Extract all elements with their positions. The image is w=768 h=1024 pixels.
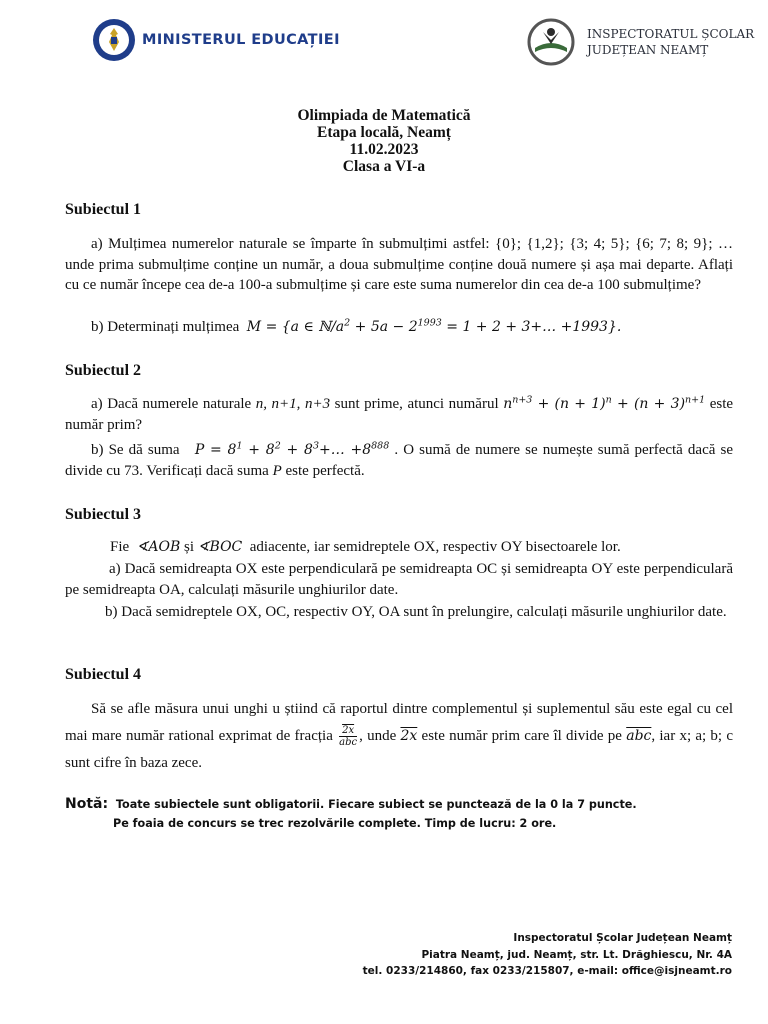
note-line2: Pe foaia de concurs se trec rezolvările complete. Timp de lucru: 2 ore. (113, 817, 557, 830)
inspectorate-line1: INSPECTORATUL ȘCOLAR (587, 27, 755, 41)
title-line3: 11.02.2023 (349, 141, 419, 158)
ministry-header (92, 18, 340, 62)
subject1-a: a) Mulțimea numerelor naturale se împarte în submulțimi astfel: {0}; {1,2}; {3; 4; 5}; {6; 7; 8; 9}; … unde prima submulțime conține un număr, a doua submulțime conține două numere și așa mai departe. Aflați cu ce număr începe cea de-a 100-a submulțime și care este suma numerelor din cea de-a 100 submulțime? (65, 236, 733, 293)
subject2-expression: $n^{n+3} + (n + 1)^n + (n + 3)^{n+1}$ (503, 394, 706, 412)
title-line2: Etapa locală, Neamț (317, 124, 451, 141)
footer-address (363, 930, 732, 980)
subject3-heading: Subiectul 3 (65, 506, 142, 523)
subject1-set-formula: M = {a ∈ $ℕ/a^2 + 5a - 2^{1993} = 1 + 2$ + 3+… +1993}. (246, 317, 622, 335)
subject3-intro: Fie ∢AOB și ∢BOC adiacente, iar semidreptele OX, respectiv OY bisectoarele lor. (110, 539, 621, 555)
inspectorate-logo-icon (521, 18, 581, 66)
title-line1: Olimpiada de Matematică (297, 107, 471, 124)
footer-line1: Inspectoratul Școlar Județean Neamț (513, 932, 732, 944)
footer-line2: Piatra Neamț, jud. Neamț, str. Lt. Drăghiescu, Nr. 4A (421, 948, 732, 961)
subject2-a: a) Dacă numerele naturale n, n+1, n+3 sunt prime, atunci numărul $n^{n+3} + (n + 1)^n + (n + 3)^{n+1}$ este număr prim? (65, 394, 734, 433)
ministry-name: MINISTERUL EDUCAȚIEI (142, 32, 340, 48)
government-seal-icon (92, 18, 136, 62)
note (65, 795, 637, 833)
fraction: $\frac{2x}{\text{abc}}$ (339, 725, 358, 749)
subject1-heading: Subiectul 1 (65, 201, 142, 218)
inspectorate-line2: JUDEȚEAN NEAMȚ (587, 43, 709, 57)
subject3-a: a) Dacă semidreapta OX este perpendiculară pe semidreapta OC și semidreapta OY este perpendiculară pe semidreapta OA, calculați măsurile unghiurilor date. (65, 561, 733, 598)
footer-line3: tel. 0233/214860, fax 0233/215807, e-mail: office@isjneamt.ro (362, 965, 732, 977)
document-title (0, 107, 768, 175)
title-line4: Clasa a VI-a (342, 158, 426, 175)
subject3-b: b) Dacă semidreptele OX, OC, respectiv OY, OA sunt în prelungire, calculați măsurile unghiurilor date. (105, 604, 727, 620)
subject1-b: b) Determinați mulțimea M = {a ∈ $ℕ/a^2 + 5a - 2^{1993} = 1 + 2$ + 3+… +1993}. (91, 317, 622, 335)
note-line1: Toate subiectele sunt obligatorii. Fiecare subiect se punctează de la 0 la 7 puncte. (115, 798, 637, 811)
inspectorate-header (521, 18, 754, 66)
subject4-heading: Subiectul 4 (65, 666, 142, 683)
subject2-sum-formula: $P = 8^1 + 8^2$ + $8^3+\dots +8^{888}$ (194, 440, 390, 458)
subject2-b: b) Se dă suma $P = 8^1 + 8^2$ + $8^3+\dots +8^{888}$ . O sumă de numere se numește sumă perfectă dacă se divide cu 73. Verificați dacă suma P este perfectă. (65, 440, 733, 479)
subject2-heading: Subiectul 2 (65, 362, 142, 379)
note-label: Notă: (65, 796, 109, 812)
subject4-text: Să se afle măsura unui unghi u știind că raportul dintre complementul și suplementul său este egal cu cel mai mare număr rational exprimat de fracția $\frac{2x}{\text{abc}}$ , unde 2x este număr prim care îl divide pe $\overline{abc}$, iar x; a; b; c sunt cifre în baza zece. (65, 701, 733, 771)
